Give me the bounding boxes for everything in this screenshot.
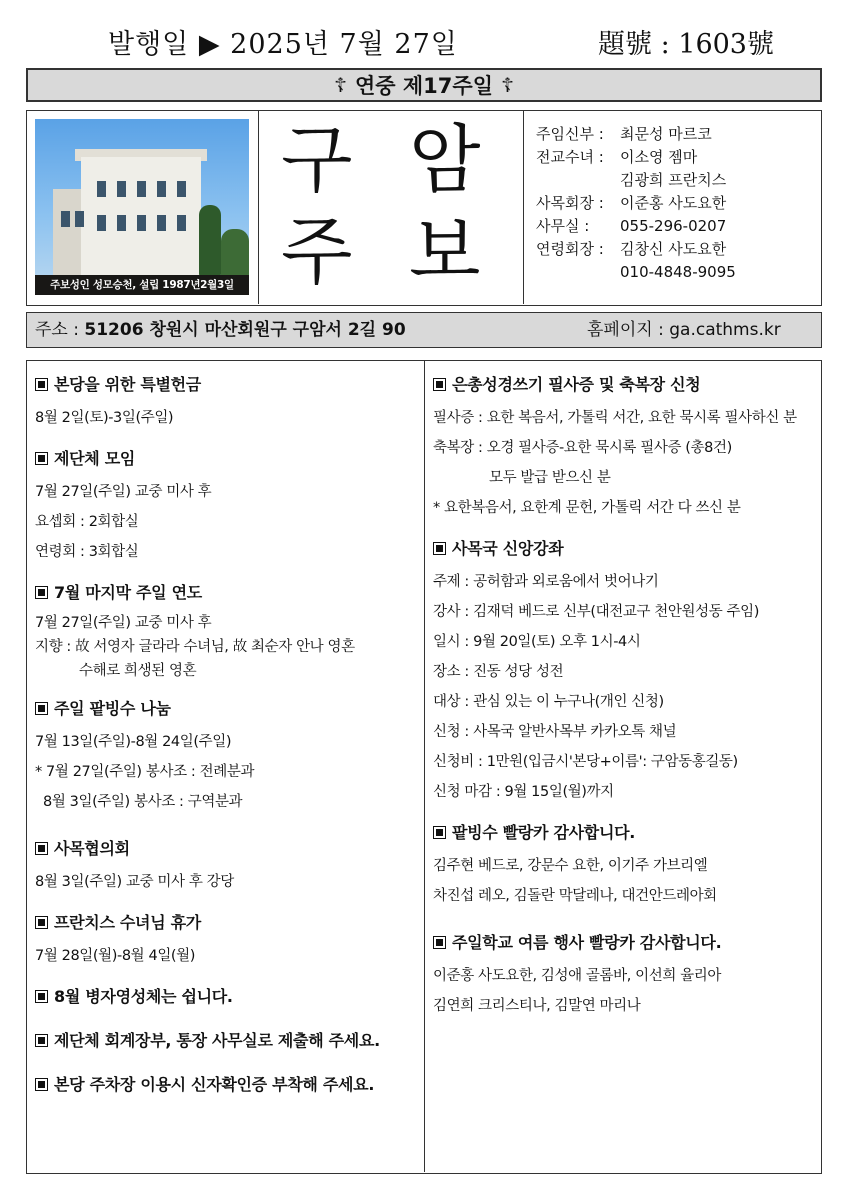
header-line (0, 22, 848, 62)
title-char: 보 (409, 209, 481, 295)
bullet-icon (35, 990, 48, 1003)
window (177, 181, 186, 197)
section-line: 8월 2일(토)-3일(주일) (35, 410, 174, 426)
section-title: 주일 팥빙수 나눔 (35, 697, 424, 721)
section-line: 주제 : 공허함과 외로움에서 벗어나기 (433, 574, 659, 590)
window (157, 215, 166, 231)
section-title: 본당을 위한 특별헌금 (35, 373, 424, 397)
masthead (26, 110, 822, 306)
publication-date: 발행일 ▶ 2025년 7월 27일 (108, 29, 458, 60)
section-line: 대상 : 관심 있는 이 누구나(개인 신청) (433, 694, 664, 710)
section-title: 은총성경쓰기 필사증 및 축복장 신청 (433, 373, 820, 397)
bullet-icon (433, 542, 446, 555)
section-line: 신청비 : 1만원(입금시'본당+이름': 구암동홍길동) (433, 754, 738, 770)
section-line: 요셉회 : 2회합실 (35, 514, 139, 530)
window (177, 215, 186, 231)
section-line: 김연희 크리스티나, 김말연 마리나 (433, 998, 641, 1014)
section-title: 본당 주차장 이용시 신자확인증 부착해 주세요. (35, 1073, 424, 1097)
title-char: 구 (281, 117, 353, 203)
window (137, 181, 146, 197)
left-column (27, 361, 425, 1172)
window (137, 215, 146, 231)
bullet-icon (35, 702, 48, 715)
bulletin-title (259, 111, 524, 304)
window (117, 181, 126, 197)
section-line: 모두 발급 받으신 분 (489, 470, 611, 486)
info-row: 사목회장 : 이준홍 사도요한 (536, 194, 727, 212)
section-title: 팥빙수 빨랑카 감사합니다. (433, 821, 820, 845)
section-line: 강사 : 김재덕 베드로 신부(대전교구 천안원성동 주임) (433, 604, 759, 620)
right-column (425, 361, 820, 1172)
info-row: 김광희 프란치스 (620, 171, 727, 189)
window (75, 211, 84, 227)
church-photo (35, 119, 249, 295)
section-line: 7월 28일(월)-8월 4일(월) (35, 948, 196, 964)
banner-title: 연중 제17주일 (355, 74, 493, 98)
bullet-icon (433, 936, 446, 949)
bullet-icon (433, 378, 446, 391)
section-line: * 요한복음서, 요한계 문헌, 가톨릭 서간 다 쓰신 분 (433, 500, 741, 516)
sunday-banner (26, 68, 822, 102)
window (117, 215, 126, 231)
title-char: 암 (409, 117, 481, 203)
bullet-icon (35, 378, 48, 391)
section-line: 필사증 : 요한 복음서, 가톨릭 서간, 요한 묵시록 필사하신 분 (433, 410, 797, 426)
section-line: 지향 : 故 서영자 글라라 수녀님, 故 최순자 안나 영혼 (35, 639, 355, 655)
section-title: 사목국 신앙강좌 (433, 537, 820, 561)
photo-cell (27, 111, 259, 304)
section-line: 차진섭 레오, 김돌란 막달레나, 대건안드레아회 (433, 888, 717, 904)
section-title: 8월 병자영성체는 쉽니다. (35, 985, 424, 1009)
section-line: 7월 27일(주일) 교중 미사 후 (35, 484, 212, 500)
homepage: 홈페이지 : ga.cathms.kr (587, 320, 781, 340)
window (157, 181, 166, 197)
address: 주소 : 51206 창원시 마산회원구 구암서 2길 90 (35, 320, 406, 340)
bullet-icon (35, 586, 48, 599)
photo-caption: 주보성인 성모승천, 설립 1987년2월3일 (35, 275, 249, 295)
window (61, 211, 70, 227)
bullet-icon (35, 842, 48, 855)
section-title: 주일학교 여름 행사 빨랑카 감사합니다. (433, 931, 820, 955)
cross-icon: ☦ (500, 73, 514, 97)
section-line: 연령회 : 3회합실 (35, 544, 139, 560)
issue-number: 題號 : 1603號 (598, 29, 774, 60)
cross-icon: ☦ (334, 73, 348, 97)
bullet-icon (35, 1034, 48, 1047)
bullet-icon (35, 1078, 48, 1091)
section-title: 사목협의회 (35, 837, 424, 861)
window (97, 181, 106, 197)
section-title: 프란치스 수녀님 휴가 (35, 911, 424, 935)
section-line: 김주현 베드로, 강문수 요한, 이기주 가브리엘 (433, 858, 708, 874)
section-line: 7월 13일(주일)-8월 24일(주일) (35, 734, 232, 750)
window (97, 215, 106, 231)
bullet-icon (433, 826, 446, 839)
section-title: 제단체 모임 (35, 447, 424, 471)
section-line: 신청 마감 : 9월 15일(월)까지 (433, 784, 614, 800)
section-line: 이준홍 사도요한, 김성애 골롬바, 이선희 율리아 (433, 968, 721, 984)
section-line: 8월 3일(주일) 교중 미사 후 강당 (35, 874, 234, 890)
title-char: 주 (281, 209, 353, 295)
info-row: 010-4848-9095 (620, 263, 736, 281)
tree (221, 229, 249, 277)
address-bar (26, 312, 822, 348)
homepage-link[interactable]: ga.cathms.kr (669, 320, 781, 340)
section-line: * 7월 27일(주일) 봉사조 : 전례분과 (35, 764, 255, 780)
section-line: 수해로 희생된 영혼 (79, 663, 197, 679)
bullet-icon (35, 452, 48, 465)
announcements (26, 360, 822, 1174)
section-line: 7월 27일(주일) 교중 미사 후 (35, 615, 212, 631)
section-line: 일시 : 9월 20일(토) 오후 1시-4시 (433, 634, 641, 650)
section-line: 8월 3일(주일) 봉사조 : 구역분과 (43, 794, 243, 810)
staff-info (524, 111, 820, 304)
info-row: 사무실 : 055-296-0207 (536, 217, 727, 235)
section-line: 신청 : 사목국 알반사목부 카카오톡 채널 (433, 724, 677, 740)
section-title: 제단체 회계장부, 통장 사무실로 제출해 주세요. (35, 1029, 424, 1053)
section-line: 축복장 : 오경 필사증-요한 묵시록 필사증 (총8건) (433, 440, 732, 456)
info-row: 주임신부 : 최문성 마르코 (536, 125, 712, 143)
info-row: 전교수녀 : 이소영 젬마 (536, 148, 698, 166)
info-row: 연령회장 : 김창신 사도요한 (536, 240, 727, 258)
section-title: 7월 마지막 주일 연도 (35, 581, 424, 605)
tree (199, 205, 221, 277)
bullet-icon (35, 916, 48, 929)
section-line: 장소 : 진동 성당 성전 (433, 664, 564, 680)
